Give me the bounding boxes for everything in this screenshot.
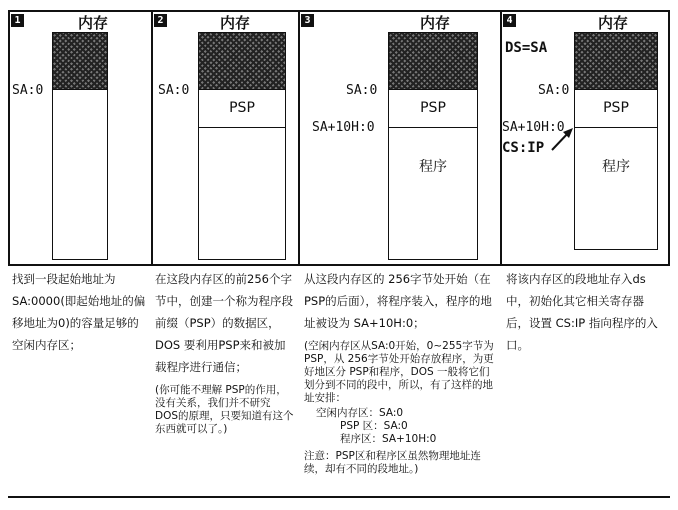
step-1-free-area <box>53 89 107 90</box>
middle-rule <box>8 264 670 266</box>
step-4-description <box>506 268 664 356</box>
step-4-ds-label: DS=SA <box>505 40 548 56</box>
step-3-sa-label: SA:0 <box>346 83 378 98</box>
step-3-title: 内存 <box>420 14 451 32</box>
step-1-desc-text: 找到一段起始地址为SA:0000(即起始地址的偏移地址为0)的容量足够的空闲内存区； <box>12 272 146 352</box>
divider-2 <box>298 10 300 266</box>
step-3-number: 3 <box>301 14 314 27</box>
step-4-sa-label: SA:0 <box>538 83 570 98</box>
step-3-program-label: 程序 <box>419 159 447 175</box>
step-2-description <box>155 268 295 436</box>
step-4-program-area <box>575 127 657 251</box>
step-2-desc-text: 在这段内存区的前256个字节中，创建一个称为程序段前缀（PSP）的数据区，DOS 要利用PSP来和被加载程序进行通信； <box>155 272 293 374</box>
step-1-used-area <box>53 33 107 89</box>
step-3-psp-label: PSP <box>420 100 446 116</box>
step-2-sa-label: SA:0 <box>158 83 190 98</box>
step-3-note: (空闲内存区从SA:0开始，0~255字节为 PSP，从 256字节处开始存放程序，为更好地区分 PSP和程序，DOS 一般将它们划分到不同的段中，所以，有了这样的地址安排： <box>304 340 494 404</box>
step-4-sa10-label: SA+10H:0 <box>502 120 565 135</box>
step-3-description <box>304 268 498 476</box>
step-1-number: 1 <box>11 14 24 27</box>
step-1-title: 内存 <box>78 14 109 32</box>
step-3-address-psp: PSP 区：SA:0 <box>340 420 408 432</box>
step-4-memory-block <box>574 32 658 250</box>
step-1-description <box>12 268 148 356</box>
step-2-note: (你可能不理解 PSP的作用，没有关系，我们并不研究 DOS的原理，只要知道有这个东西就可以了。) <box>155 384 294 435</box>
step-1-memory-block <box>52 32 108 260</box>
step-2-memory-block <box>198 32 286 260</box>
step-2-number: 2 <box>154 14 167 27</box>
step-4-psp-label: PSP <box>603 100 629 116</box>
step-4-number: 4 <box>503 14 516 27</box>
step-2-psp-label: PSP <box>229 100 255 116</box>
step-2-psp-area <box>199 89 285 127</box>
step-3-memory-block <box>388 32 478 260</box>
step-2-used-area <box>199 33 285 89</box>
step-4-used-area <box>575 33 657 89</box>
step-3-psp-area <box>389 89 477 127</box>
step-4-title: 内存 <box>598 14 629 32</box>
step-4-program-label: 程序 <box>602 159 630 175</box>
step-2-title: 内存 <box>220 14 251 32</box>
divider-1 <box>151 10 153 266</box>
divider-right <box>668 10 670 266</box>
step-3-program-area <box>389 127 477 261</box>
step-1-sa-label: SA:0 <box>12 83 44 98</box>
step-4-csip-label: CS:IP <box>502 140 545 156</box>
step-3-desc-text: 从这段内存区的 256字节处开始（在 PSP的后面），将程序装入，程序的地址被设为 SA+10H:0； <box>304 272 492 330</box>
step-3-note2: 注意：PSP区和程序区虽然物理地址连续，却有不同的段地址。) <box>304 450 481 475</box>
step-3-used-area <box>389 33 477 89</box>
step-4-pointer-arrow-icon <box>550 126 576 154</box>
step-4-psp-area <box>575 89 657 127</box>
divider-left <box>8 10 10 266</box>
step-4-desc-text: 将该内存区的段地址存入ds中，初始化其它相关寄存器后，设置 CS:IP 指向程序的入口。 <box>506 272 658 352</box>
diagram-frame <box>8 6 670 498</box>
step-3-address-program: 程序区：SA+10H:0 <box>340 433 437 445</box>
step-3-address-list <box>304 407 498 446</box>
divider-3 <box>500 10 502 266</box>
step-3-address-free: 空闲内存区：SA:0 <box>316 407 404 419</box>
step-2-rest-area <box>199 127 285 128</box>
bottom-rule <box>8 496 670 498</box>
step-3-sa10-label: SA+10H:0 <box>312 120 375 135</box>
